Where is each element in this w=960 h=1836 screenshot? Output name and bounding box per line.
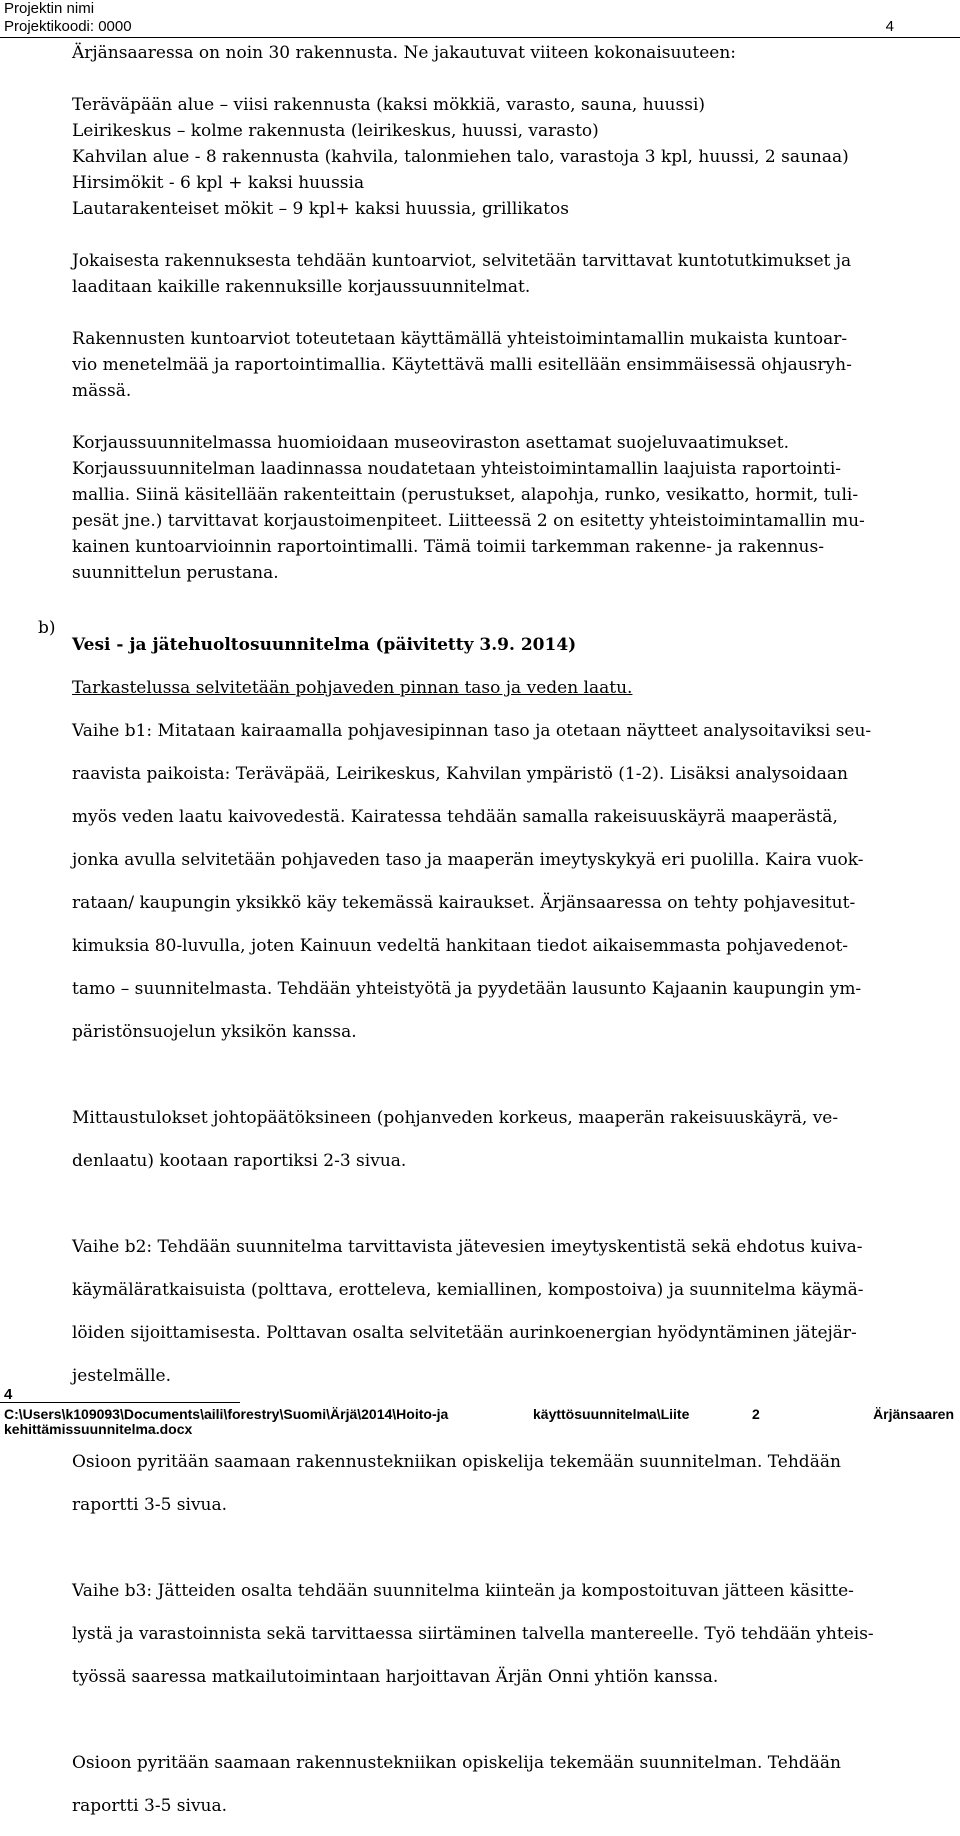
section-b-content bbox=[72, 615, 936, 1836]
footer-rule bbox=[0, 1402, 240, 1403]
paragraph-line: lystä ja varastoinnista sekä tarvittaessa siirtäminen talvella mantereelle. Työ tehdään yhteis- bbox=[72, 1624, 874, 1644]
paragraph-line: mallia. Siinä käsitellään rakenteittain (perustukset, alapohja, runko, vesikatto, hormit, tuli- bbox=[72, 485, 859, 505]
section-subheading: Tarkastelussa selvitetään pohjaveden pinnan taso ja veden laatu. bbox=[72, 678, 633, 698]
area-list-item: Teräväpään alue – viisi rakennusta (kaksi mökkiä, varasto, sauna, huussi) bbox=[72, 95, 706, 115]
paragraph-line: raportti 3-5 sivua. bbox=[72, 1796, 228, 1816]
paragraph-line: Vaihe b1: Mitataan kairaamalla pohjavesipinnan taso ja otetaan näytteet analysoitaviksi seu- bbox=[72, 721, 872, 741]
paragraph-line: jestelmälle. bbox=[72, 1366, 171, 1386]
paragraph-line: Korjaussuunnitelman laadinnassa noudatetaan yhteistoimintamallin laajuista raportointi- bbox=[72, 459, 842, 479]
area-list-item: Hirsimökit - 6 kpl + kaksi huussia bbox=[72, 173, 365, 193]
footer-file-path: 2 bbox=[752, 1406, 760, 1422]
paragraph-line: myös veden laatu kaivovedestä. Kairatessa tehdään samalla rakeisuuskäyrä maaperästä, bbox=[72, 807, 838, 827]
footer-file-path: kehittämissuunnitelma.docx bbox=[4, 1421, 193, 1437]
paragraph-line: Vaihe b2: Tehdään suunnitelma tarvittavista jätevesien imeytyskentistä sekä ehdotus kuiva- bbox=[72, 1237, 863, 1257]
paragraph-line: Rakennusten kuntoarviot toteutetaan käyttämällä yhteistoimintamallin mukaista kuntoar- bbox=[72, 329, 848, 349]
paragraph-line: Osioon pyritään saamaan rakennustekniikan opiskelija tekemään suunnitelman. Tehdään bbox=[72, 1753, 841, 1773]
footer-page-number: 4 bbox=[4, 1386, 13, 1403]
paragraph-line: vio menetelmää ja raportointimallia. Käytettävä malli esitellään ensimmäisessä ohjausryh- bbox=[72, 355, 852, 375]
paragraph-line: Vaihe b3: Jätteiden osalta tehdään suunnitelma kiinteän ja kompostoituvan jätteen käsitte- bbox=[72, 1581, 854, 1601]
paragraph-line: raavista paikoista: Teräväpää, Leirikeskus, Kahvilan ympäristö (1-2). Lisäksi analysoidaan bbox=[72, 764, 848, 784]
header-project-code: Projektikoodi: 0000 bbox=[4, 18, 132, 35]
section-heading: Vesi - ja jätehuoltosuunnitelma (päivitetty 3.9. 2014) bbox=[72, 635, 577, 655]
paragraph-line: suunnittelun perustana. bbox=[72, 563, 279, 583]
paragraph-line: kimuksia 80-luvulla, joten Kainuun vedeltä hankitaan tiedot aikaisemmasta pohjavedenot- bbox=[72, 936, 849, 956]
paragraph-line: jonka avulla selvitetään pohjaveden taso ja maaperän imeytyskykyä eri puolilla. Kaira vuok- bbox=[72, 850, 864, 870]
footer-file-path: käyttösuunnitelma\Liite bbox=[533, 1406, 690, 1422]
paragraph-line: Mittaustulokset johtopäätöksineen (pohjanveden korkeus, maaperän rakeisuuskäyrä, ve- bbox=[72, 1108, 839, 1128]
section-letter: b) bbox=[38, 618, 56, 638]
paragraph-line: tamo – suunnitelmasta. Tehdään yhteistyötä ja pyydetään lausunto Kajaanin kaupungin ym- bbox=[72, 979, 862, 999]
paragraph-line: mässä. bbox=[72, 381, 132, 401]
paragraph-line: päristönsuojelun yksikön kanssa. bbox=[72, 1022, 357, 1042]
paragraph-line: Jokaisesta rakennuksesta tehdään kuntoarviot, selvitetään tarvittavat kuntotutkimukset ja bbox=[72, 251, 852, 271]
document-body bbox=[72, 40, 942, 586]
paragraph-line: laaditaan kaikille rakennuksille korjaussuunnitelmat. bbox=[72, 277, 531, 297]
area-list-item: Kahvilan alue - 8 rakennusta (kahvila, talonmiehen talo, varastoja 3 kpl, huussi, 2 saunaa) bbox=[72, 147, 849, 167]
footer-file-path: Ärjänsaaren bbox=[873, 1406, 954, 1422]
paragraph-line: Osioon pyritään saamaan rakennustekniikan opiskelija tekemään suunnitelman. Tehdään bbox=[72, 1452, 841, 1472]
intro-paragraph: Ärjänsaaressa on noin 30 rakennusta. Ne jakautuvat viiteen kokonaisuuteen: bbox=[72, 43, 737, 63]
header-project-name: Projektin nimi bbox=[4, 0, 95, 17]
paragraph-line: raportti 3-5 sivua. bbox=[72, 1495, 228, 1515]
area-list-item: Lautarakenteiset mökit – 9 kpl+ kaksi huussia, grillikatos bbox=[72, 199, 569, 219]
paragraph-line: löiden sijoittamisesta. Polttavan osalta selvitetään aurinkoenergian hyödyntäminen jätejär- bbox=[72, 1323, 857, 1343]
area-list-item: Leirikeskus – kolme rakennusta (leirikeskus, huussi, varasto) bbox=[72, 121, 599, 141]
paragraph-line: pesät jne.) tarvittavat korjaustoimenpiteet. Liitteessä 2 on esitetty yhteistoimintamallin mu- bbox=[72, 511, 865, 531]
header-rule bbox=[0, 37, 960, 38]
paragraph-line: käymäläratkaisuista (polttava, erotteleva, kemiallinen, kompostoiva) ja suunnitelma käymä- bbox=[72, 1280, 864, 1300]
paragraph-line: Korjaussuunnitelmassa huomioidaan museoviraston asettamat suojeluvaatimukset. bbox=[72, 433, 789, 453]
header-page-number: 4 bbox=[885, 18, 894, 35]
paragraph-line: kainen kuntoarvioinnin raportointimalli. Tämä toimii tarkemman rakenne- ja rakennus- bbox=[72, 537, 824, 557]
paragraph-line: työssä saaressa matkailutoimintaan harjoittavan Ärjän Onni yhtiön kanssa. bbox=[72, 1667, 719, 1687]
paragraph-line: rataan/ kaupungin yksikkö käy tekemässä kairaukset. Ärjänsaaressa on tehty pohjavesitut- bbox=[72, 893, 856, 913]
paragraph-line: denlaatu) kootaan raportiksi 2-3 sivua. bbox=[72, 1151, 407, 1171]
footer-file-path: C:\Users\k109093\Documents\aili\forestry\Suomi\Ärjä\2014\Hoito-ja bbox=[4, 1406, 449, 1422]
